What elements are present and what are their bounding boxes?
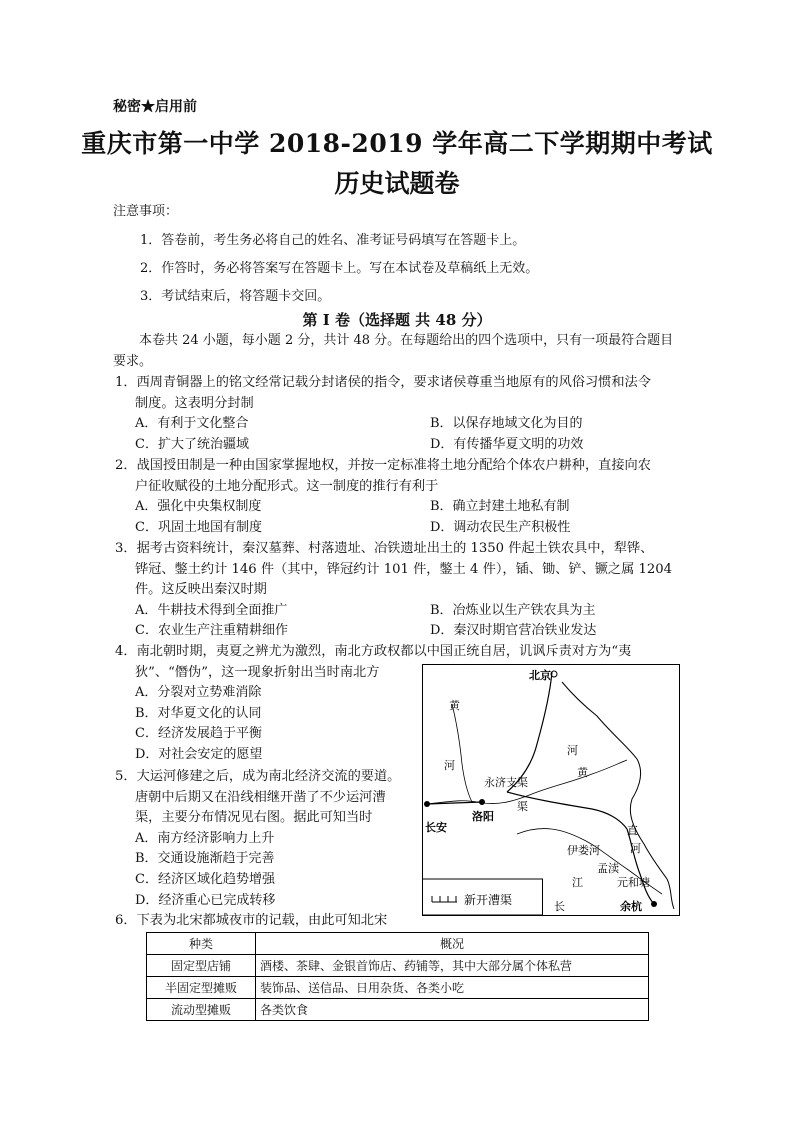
option-b: B．交通设施渐趋于完善 xyxy=(135,851,275,867)
option-a: A．有利于文化整合 xyxy=(135,416,249,432)
section-intro: 本卷共 24 小题，每小题 2 分，共计 48 分。在每题给出的四个选项中，只有一项最符合题目要求。 xyxy=(113,333,674,369)
question-stem: 唐朝中后期又在沿线相继开凿了不少运河漕 xyxy=(135,789,386,805)
map-label-changan: 长安 xyxy=(425,821,447,834)
option-d: D．有传播华夏文明的功效 xyxy=(430,436,584,452)
map-label-beijing: 北京 xyxy=(529,669,551,682)
question-stem: 5．大运河修建之后，成为南北经济交流的要道。 xyxy=(115,769,401,784)
question-stem: 1．西周青铜器上的铭文经常记载分封诸侯的指令，要求诸侯尊重当地原有的风俗习惯和法令 xyxy=(115,375,651,390)
map-label-jiang: 江 xyxy=(572,876,583,889)
question-3 xyxy=(115,539,690,642)
table-cell: 装饰品、送信品、日用杂货、各类小吃 xyxy=(256,977,649,999)
question-stem: 渠，主要分布情况见右图。据此可知当时 xyxy=(135,810,373,826)
night-market-table xyxy=(146,932,649,1021)
table-cell: 各类饮食 xyxy=(256,999,649,1021)
option-a: A．分裂对立势难消除 xyxy=(135,685,262,701)
canal-map xyxy=(422,664,680,916)
question-stem: 2．战国授田制是一种由国家掌握地权，并按一定标准将土地分配给个体农户耕种，直接向农 xyxy=(115,458,651,473)
table-header-row xyxy=(147,933,649,955)
option-a: A．牛耕技术得到全面推广 xyxy=(135,602,288,618)
option-d: D．秦汉时期官营冶铁业发达 xyxy=(430,623,597,639)
map-label-huang2: 黄 xyxy=(577,766,588,779)
option-b: B．对华夏文化的认同 xyxy=(135,705,262,721)
map-label-zhi: 直 xyxy=(627,824,638,837)
question-stem: 狄”、“僭伪”，这一现象折射出当时南北方 xyxy=(135,664,380,680)
map-label-qu: 渠 xyxy=(517,800,528,813)
question-1 xyxy=(115,373,690,455)
question-stem: 6．下表为北宋都城夜市的记载，由此可知北宋 xyxy=(115,913,388,928)
changan-marker xyxy=(424,801,430,807)
table-row xyxy=(147,977,649,999)
table-row xyxy=(147,955,649,977)
option-c: C．农业生产注重精耕细作 xyxy=(135,623,288,639)
map-legend-label: 新开漕渠 xyxy=(464,893,513,907)
question-5 xyxy=(115,767,415,911)
luoyang-marker xyxy=(479,799,485,805)
option-b: B．以保存地域文化为目的 xyxy=(430,416,583,432)
question-stem: 户征收赋役的土地分配形式。这一制度的推行有利于 xyxy=(135,478,439,494)
option-d: D．经济重心已完成转移 xyxy=(135,892,276,908)
question-stem: 3．据考古资料统计，秦汉墓葬、村落遗址、冶铁遗址出土的 1350 件起土铁农具中，犁铧、 xyxy=(115,541,654,556)
map-label-huang1: 黄 xyxy=(449,699,460,712)
question-stem: 件。这反映出秦汉时期 xyxy=(135,582,267,598)
question-stem: 制度。这表明分封制 xyxy=(135,395,254,411)
map-label-chang: 长 xyxy=(554,900,565,913)
table-cell: 酒楼、茶肆、金银首饰店、药铺等，其中大部分属个体私营 xyxy=(256,955,649,977)
map-label-mengdu: 孟渎 xyxy=(597,862,619,875)
section-heading: 第 I 卷（选择题 共 48 分） xyxy=(302,311,492,329)
option-d: D．调动农民生产积极性 xyxy=(430,519,571,535)
secret-label: 秘密★启用前 xyxy=(113,99,197,115)
table-row xyxy=(147,999,649,1021)
note-item: 2．作答时，务必将答案写在答题卡上。写在本试卷及草稿纸上无效。 xyxy=(140,261,539,276)
map-label-dhe: 河 xyxy=(630,842,641,855)
option-c: C．经济发展趋于平衡 xyxy=(135,726,262,742)
exam-subtitle: 历史试题卷 xyxy=(334,169,460,198)
table-cell: 固定型店铺 xyxy=(147,955,256,977)
option-c: C．巩固土地国有制度 xyxy=(135,519,262,535)
option-a: A．强化中央集权制度 xyxy=(135,499,262,515)
notes-heading: 注意事项： xyxy=(113,204,179,219)
option-c: C．扩大了统治疆域 xyxy=(135,436,249,452)
option-b: B．冶炼业以生产铁农具为主 xyxy=(430,602,596,618)
question-2 xyxy=(115,456,690,538)
table-cell: 流动型摊贩 xyxy=(147,999,256,1021)
map-label-yuanhe: 元和塘 xyxy=(617,876,650,889)
table-header: 种类 xyxy=(147,933,256,955)
exam-title: 重庆市第一中学 2018-2019 学年高二下学期期中考试 xyxy=(81,129,713,158)
map-label-yilou: 伊娄河 xyxy=(567,844,600,857)
option-d: D．对社会安定的愿望 xyxy=(135,746,263,762)
option-c: C．经济区域化趋势增强 xyxy=(135,871,275,887)
table-cell: 半固定型摊贩 xyxy=(147,977,256,999)
note-item: 1．答卷前，考生务必将自己的姓名、准考证号码填写在答题卡上。 xyxy=(140,233,526,248)
map-label-he1: 河 xyxy=(444,759,455,772)
option-a: A．南方经济影响力上升 xyxy=(135,830,275,846)
map-label-yuhang: 余杭 xyxy=(620,900,642,913)
question-stem: 4．南北朝时期，夷夏之辨尤为激烈，南北方政权都以中国正统自居，讥讽斥责对方为“夷 xyxy=(115,644,632,659)
map-label-luoyang: 洛阳 xyxy=(472,810,494,823)
map-label-he2: 河 xyxy=(567,744,578,757)
table-header: 概况 xyxy=(256,933,649,955)
option-b: B．确立封建土地私有制 xyxy=(430,499,570,515)
yuhang-marker xyxy=(651,901,657,907)
question-stem: 铧冠、鐅土约计 146 件（其中，铧冠约计 101 件，鐅土 4 件），锸、锄、铲、镢之属 1204 xyxy=(135,561,673,577)
map-label-yongji: 永济支渠 xyxy=(484,776,528,789)
note-item: 3．考试结束后，将答题卡交回。 xyxy=(140,289,331,304)
